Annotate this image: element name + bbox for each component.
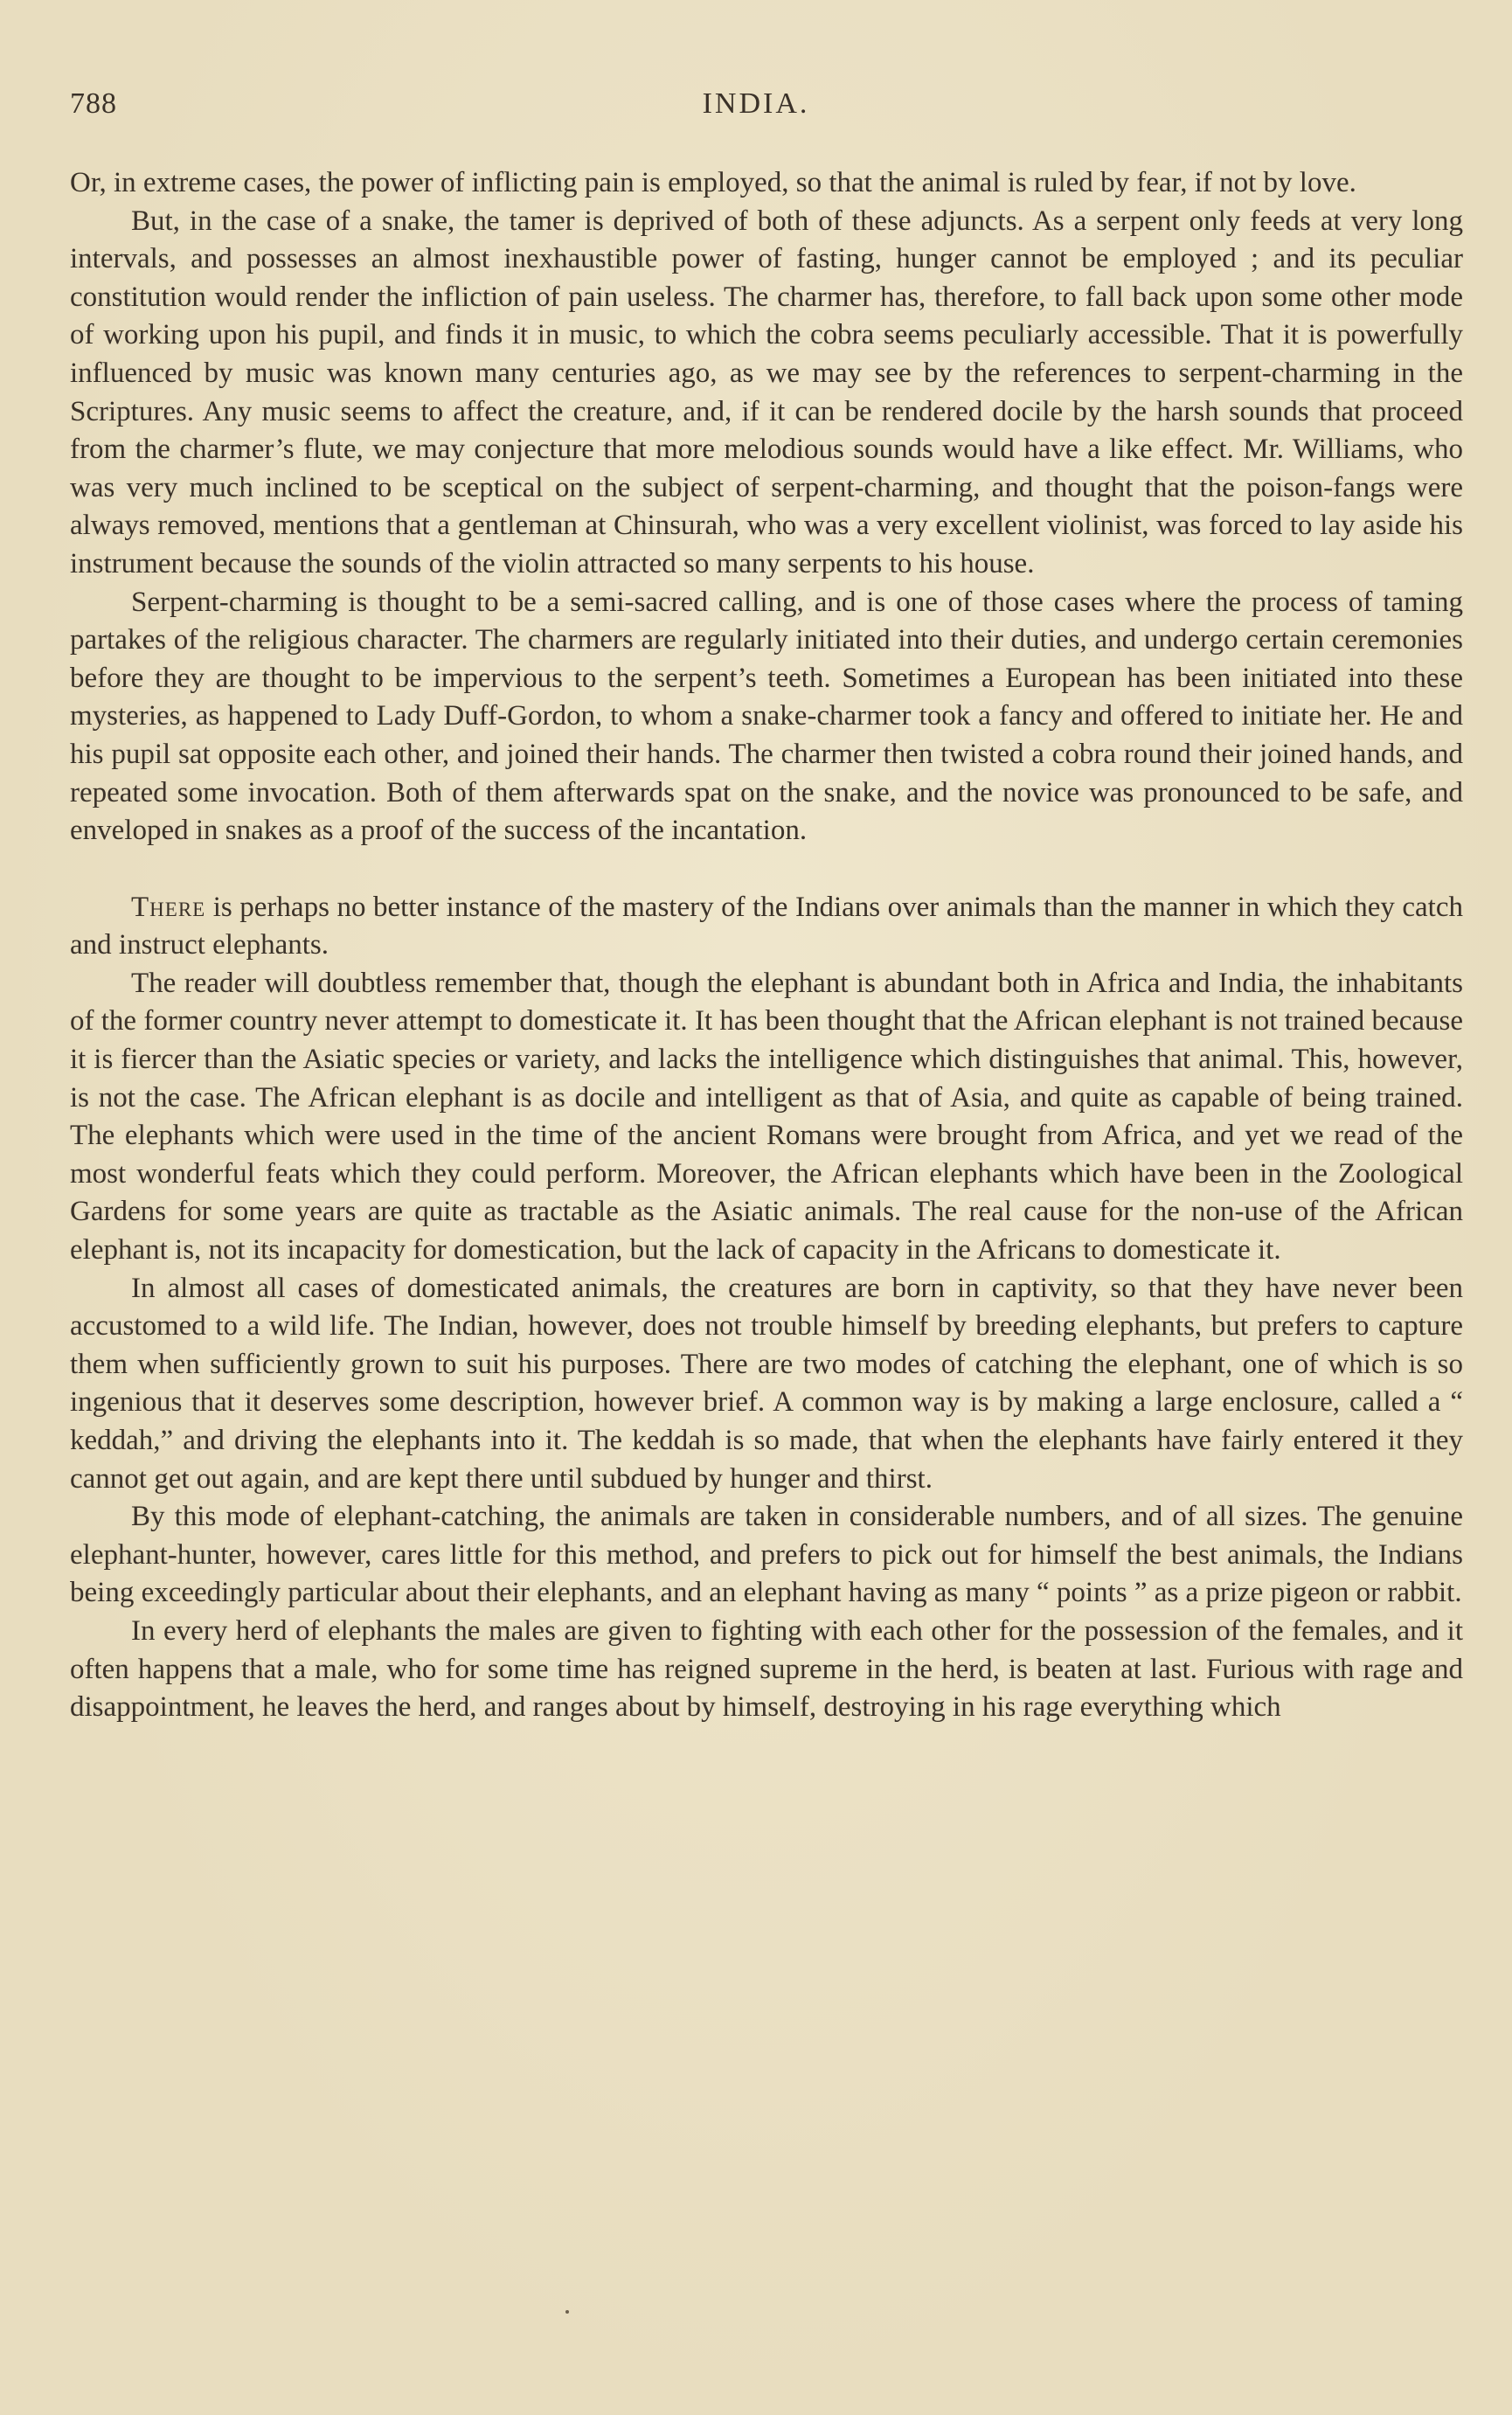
paragraph	[70, 889, 1463, 965]
paragraph: By this mode of elephant-catching, the animals are taken in considerable numbers, and of all sizes. The genuine elephant-hunter, however, cares little for this method, and prefers to pick out for himself the best animals, the Indians being exceedingly particular about their elephants, and an elephant having as many “ points ” as a prize pigeon or rabbit.	[70, 1501, 1463, 1609]
body-text	[70, 164, 1463, 1727]
paper-speck	[565, 2310, 569, 2314]
section-break	[70, 850, 1463, 889]
page-header	[70, 87, 1442, 131]
paragraph: But, in the case of a snake, the tamer is deprived of both of these adjuncts. As a serpent only feeds at very long intervals, and possesses an almost inexhaustible power of fasting, hunger cannot be employed ; and its peculiar constitution would render the infliction of pain useless. The charmer has, therefore, to fall back upon some other mode of working upon his pupil, and finds it in music, to which the cobra seems peculiarly accessible. That it is powerfully influenced by music was known many centuries ago, as we may see by the references to serpent-charming in the Scriptures. Any music seems to affect the creature, and, if it can be rendered docile by the harsh sounds that proceed from the charmer’s flute, we may conjecture that more melodious sounds would have a like effect. Mr. Williams, who was very much inclined to be sceptical on the subject of serpent-charming, and thought that the poison-fangs were always removed, mentions that a gentleman at Chinsurah, who was a very excellent violinist, was forced to lay aside his instrument because the sounds of the violin attracted so many serpents to his house.	[70, 205, 1463, 579]
paragraph: The reader will doubtless remember that, though the elephant is abundant both in Africa and India, the inhabitants of the former country never attempt to domesticate it. It has been thought that the African elephant is not trained because it is fiercer than the Asiatic species or variety, and lacks the intelligence which distinguishes that animal. This, however, is not the case. The African elephant is as docile and intelligent as that of Asia, and quite as capable of being trained. The elephants which were used in the time of the ancient Romans were brought from Africa, and yet we read of the most wonderful feats which they could perform. Moreover, the African elephants which have been in the Zoological Gardens for some years are quite as tractable as the Asiatic animals. The real cause for the non-use of the African elephant is, not its incapacity for domestication, but the lack of capacity in the Africans to domesticate it.	[70, 967, 1463, 1266]
paragraph: In every herd of elephants the males are given to fighting with each other for the possession of the females, and it often happens that a male, who for some time has reigned supreme in the herd, is beaten at last. Furious with rage and disappointment, he leaves the herd, and ranges about by himself, destroying in his rage everything which	[70, 1614, 1463, 1724]
section-lead-word: There	[131, 891, 206, 923]
paragraph: In almost all cases of domesticated animals, the creatures are born in captivity, so that they have never been accustomed to a wild life. The Indian, however, does not trouble himself by breeding elephants, but prefers to capture them when sufficiently grown to suit his purposes. There are two modes of catching the elephant, one of which is so ingenious that it deserves some description, however brief. A common way is by making a large enclosure, called a “ keddah,” and driving the elephants into it. The keddah is so made, that when the elephants have fairly entered it they cannot get out again, and are kept there until subdued by hunger and thirst.	[70, 1272, 1463, 1495]
paragraph: Or, in extreme cases, the power of inflicting pain is employed, so that the animal is ruled by fear, if not by love.	[70, 167, 1356, 198]
page-number: 788	[70, 87, 117, 120]
paragraph-text: is perhaps no better instance of the mastery of the Indians over animals than the manner in which they catch and instruct elephants.	[70, 891, 1463, 961]
paragraph: Serpent-charming is thought to be a semi-sacred calling, and is one of those cases where the process of taming partakes of the religious character. The charmers are regularly initiated into their duties, and undergo certain ceremonies before they are thought to be impervious to the serpent’s teeth. Sometimes a European has been initiated into these mysteries, as happened to Lady Duff-Gordon, to whom a snake-charmer took a fancy and offered to initiate her. He and his pupil sat opposite each other, and joined their hands. The charmer then twisted a cobra round their joined hands, and repeated some invocation. Both of them afterwards spat on the snake, and the novice was pronounced to be safe, and enveloped in snakes as a proof of the success of the incantation.	[70, 586, 1463, 847]
running-head: INDIA.	[702, 87, 810, 120]
